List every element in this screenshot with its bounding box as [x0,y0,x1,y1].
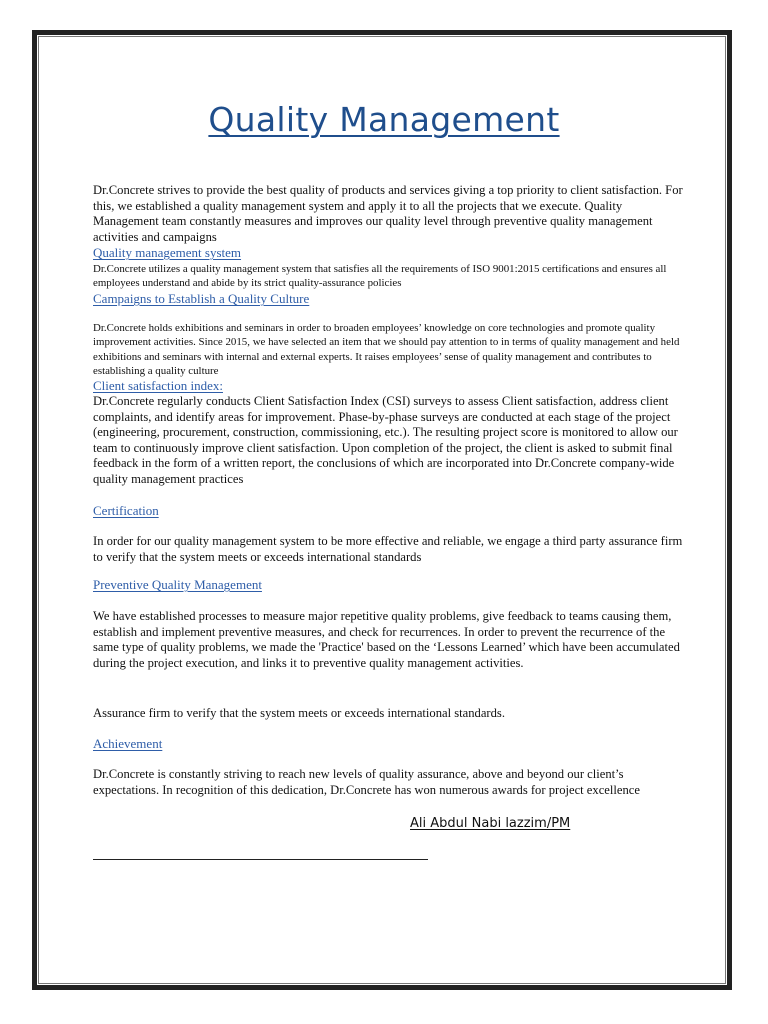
heading-client-satisfaction-index: Client satisfaction index: [93,378,223,393]
achievement-paragraph: Dr.Concrete is constantly striving to reach new levels of quality assurance, above and beyond our client’s expectations. In recognition of this dedication, Dr.Concrete has won numerous awards for project excellence [93,767,640,797]
assurance-note: Assurance firm to verify that the system meets or exceeds international standards. [93,706,505,720]
heading-preventive-quality-management: Preventive Quality Management [93,577,262,592]
page-title: Quality Management [208,100,560,139]
certification-paragraph: In order for our quality management system to be more effective and reliable, we engage a third party assurance firm to verify that the system meets or exceeds international standards [93,534,683,564]
preventive-paragraph: We have established processes to measure major repetitive quality problems, give feedback to teams causing them, establish and implement preventive measures, and check for recurrences. In order to prevent the recurrence of the same type of quality problems, we made the 'Practice' based on the ‘Lessons Learned’ which have been accumulated during the project execution, and links it to preventive quality management activities. [93,609,680,670]
signature-line [93,859,428,860]
heading-quality-management-system: Quality management system [93,245,242,260]
campaigns-paragraph: Dr.Concrete holds exhibitions and seminars in order to broaden employees’ knowledge on core technologies and promote quality improvement activities. Since 2015, we have selected an item that we should pay attention to in terms of quality management and held exhibitions and seminars with internal and external experts. It raises employees’ sense of quality management and contributes to establishing a quality culture [93,322,680,377]
intro-paragraph: Dr.Concrete strives to provide the best quality of products and services giving a top priority to client satisfaction. For this, we established a quality management system and apply it to all the projects that we execute. Quality Management team constantly measures and improves our quality level through preventive quality management activities and campaigns [93,183,683,244]
heading-certification: Certification [93,503,159,518]
heading-campaigns: Campaigns to Establish a Quality Culture [93,291,310,306]
qms-paragraph: Dr.Concrete utilizes a quality management system that satisfies all the requirements of ISO 9001:2015 certifications and ensures all employees understand and abide by its strict quality-assurance policies [93,263,667,290]
csi-paragraph: Dr.Concrete regularly conducts Client Satisfaction Index (CSI) surveys to assess Client satisfaction, address client complaints, and identify areas for improvement. Phase-by-phase surveys are conducted at each stage of the project (engineering, procurement, construction, commissioning, etc.). The resulting project score is monitored to allow our team to continuously improve client satisfaction. Upon completion of the project, the client is asked to submit final feedback in the form of a written report, the conclusions of which are incorporated into Dr.Concrete company-wide quality management practices [93,394,678,486]
heading-achievement: Achievement [93,736,163,751]
signature-name: Ali Abdul Nabi lazzim/PM [410,816,571,831]
